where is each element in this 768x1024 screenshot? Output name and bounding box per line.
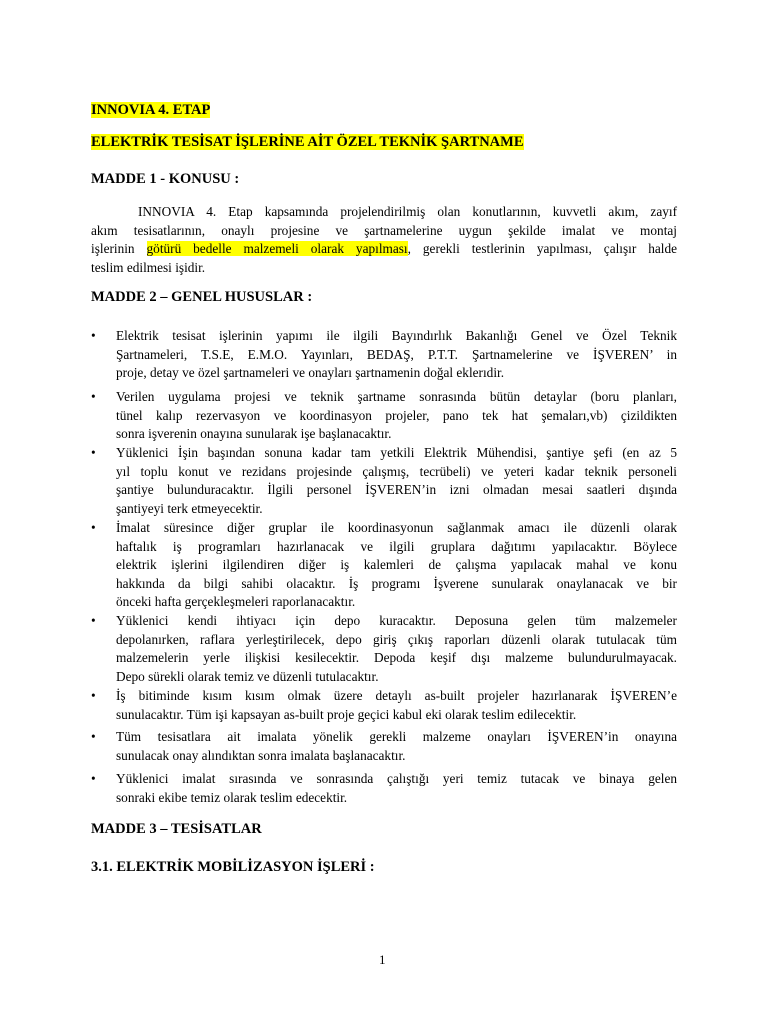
bullet-line: Depo sürekli olarak temiz ve düzenli tutulacaktır. — [116, 668, 379, 684]
bullet-icon: • — [91, 389, 96, 404]
madde-1-heading: MADDE 1 - KONUSU : — [91, 171, 240, 187]
bullet-line: hakkında da bilgi sahibi olacaktır. İş programı İşverene sunularak onaylanacak ve bir — [116, 575, 677, 591]
bullet-line: proje, detay ve özel şartnameleri ve onayları şartnamenin doğal eklerıdir. — [116, 365, 505, 381]
bullet-text — [116, 444, 677, 518]
bullet-line: haftalık iş programları hazırlanacak ve ilgili gruplara dağıtımı yapılacaktır. Böylece — [116, 538, 677, 554]
project-title: INNOVIA 4. ETAP — [91, 102, 211, 118]
bullet-text — [116, 728, 677, 765]
document-title: ELEKTRİK TESİSAT İŞLERİNE AİT ÖZEL TEKNİK ŞARTNAME — [91, 134, 524, 150]
bullet-line: sonra işverenin onayına sunularak işe başlanacaktır. — [116, 426, 392, 442]
highlighted-phrase: götürü bedelle malzemeli olarak yapılması — [146, 241, 408, 257]
bullet-line: şantiye bulunduracaktır. İlgili personel İŞVEREN’in izni olmadan mesai saatleri dışında — [116, 482, 677, 498]
bullet-line: Verilen uygulama projesi ve teknik şartname sonrasında bütün detaylar (boru planları, — [116, 389, 677, 404]
bullet-line: sunulacaktır. Tüm işi kapsayan as-built proje geçici kabul eki olarak teslim edilecektir. — [116, 706, 577, 722]
madde-1-paragraph: INNOVIA 4. Etap kapsamında projelendirilmiş olan konutlarının, kuvvetli akım, zayıf akım tesisatlarının, onaylı projesine ve şartnamelerine uygun şekilde imalat ve montaj işlerinin götürü bedelle malzemeli olarak yapılması, gerekli testlerinin yapılması, çalışır halde teslim edilmesi işidir. — [91, 204, 678, 275]
bullet-line: Yüklenici İşin başından sonuna kadar tam yetkili Elektrik Mühendisi, şantiye şefi (en az 5 — [116, 445, 677, 460]
bullet-line: depolanırken, raflara yerleştirilecek, depo giriş çıkış raporları düzenli olarak tutulacak tüm — [116, 631, 677, 647]
bullet-line: İmalat süresince diğer gruplar ile koordinasyonun sağlanmak amacı ile düzenli olarak — [116, 520, 677, 535]
bullet-icon: • — [91, 613, 96, 628]
bullet-line: malzemelerin yerle ilişkisi kesilecektir. Depoda keşif dışı malzeme bulundurulmayacak. — [116, 650, 677, 666]
bullet-line: şantiyeyi terk etmeyecektir. — [116, 500, 263, 516]
bullet-icon: • — [91, 445, 96, 460]
bullet-text — [116, 519, 677, 612]
bullet-line: Yüklenici kendi ihtiyacı için depo kuracaktır. Deposuna gelen tüm malzemeler — [116, 613, 677, 628]
bullet-icon: • — [91, 729, 96, 744]
bullet-icon: • — [91, 771, 96, 786]
madde-3-heading: MADDE 3 – TESİSATLAR — [91, 821, 262, 837]
bullet-line: Yüklenici imalat sırasında ve sonrasında çalıştığı yeri temiz tutacak ve binaya gelen — [116, 771, 677, 786]
bullet-line: Tüm tesisatlara ait imalata yönelik gerekli malzeme onayları İŞVEREN’in onayına — [116, 729, 677, 744]
bullet-icon: • — [91, 688, 96, 703]
bullet-line: Şartnameleri, T.S.E, E.M.O. Yayınları, BEDAŞ, P.T.T. Şartnamelerine ve İŞVEREN’ in — [116, 346, 677, 362]
bullet-icon: • — [91, 328, 96, 343]
bullet-text — [116, 327, 677, 383]
bullet-line: önceki hafta gerçekleşmeleri raporlanacaktır. — [116, 594, 356, 610]
bullet-text — [116, 612, 677, 686]
bullet-line: sonraki ekibe temiz olarak teslim edecektir. — [116, 789, 348, 805]
bullet-line: tünel kalıp rezervasyon ve koordinasyon projeler, pano tek hat şemaları,vb) çizildikten — [116, 407, 677, 423]
bullet-line: Elektrik tesisat işlerinin yapımı ile ilgili Bayındırlık Bakanlığı Genel ve Özel Teknik — [116, 328, 677, 343]
bullet-text — [116, 687, 677, 724]
bullet-text — [116, 388, 677, 444]
bullet-line: elektrik işlerini ilgilendiren diğer iş kalemleri de çalışma yapılacak mahal ve konu — [116, 557, 677, 573]
madde-2-heading: MADDE 2 – GENEL HUSUSLAR : — [91, 289, 313, 305]
section-3-1-heading: 3.1. ELEKTRİK MOBİLİZASYON İŞLERİ : — [91, 859, 375, 875]
bullet-line: İş bitiminde kısım kısım olmak üzere detaylı as-built projeler hazırlanarak İŞVEREN’e — [116, 688, 677, 703]
bullet-line: yıl toplu konut ve rezidans projesinde çalışmış, tecrübeli) ve yeteri kadar teknik personeli — [116, 463, 677, 479]
page-number: 1 — [379, 952, 386, 967]
bullet-icon: • — [91, 520, 96, 535]
bullet-text — [116, 770, 677, 807]
bullet-line: sunulacak onay alındıktan sonra imalata başlanacaktır. — [116, 747, 406, 763]
